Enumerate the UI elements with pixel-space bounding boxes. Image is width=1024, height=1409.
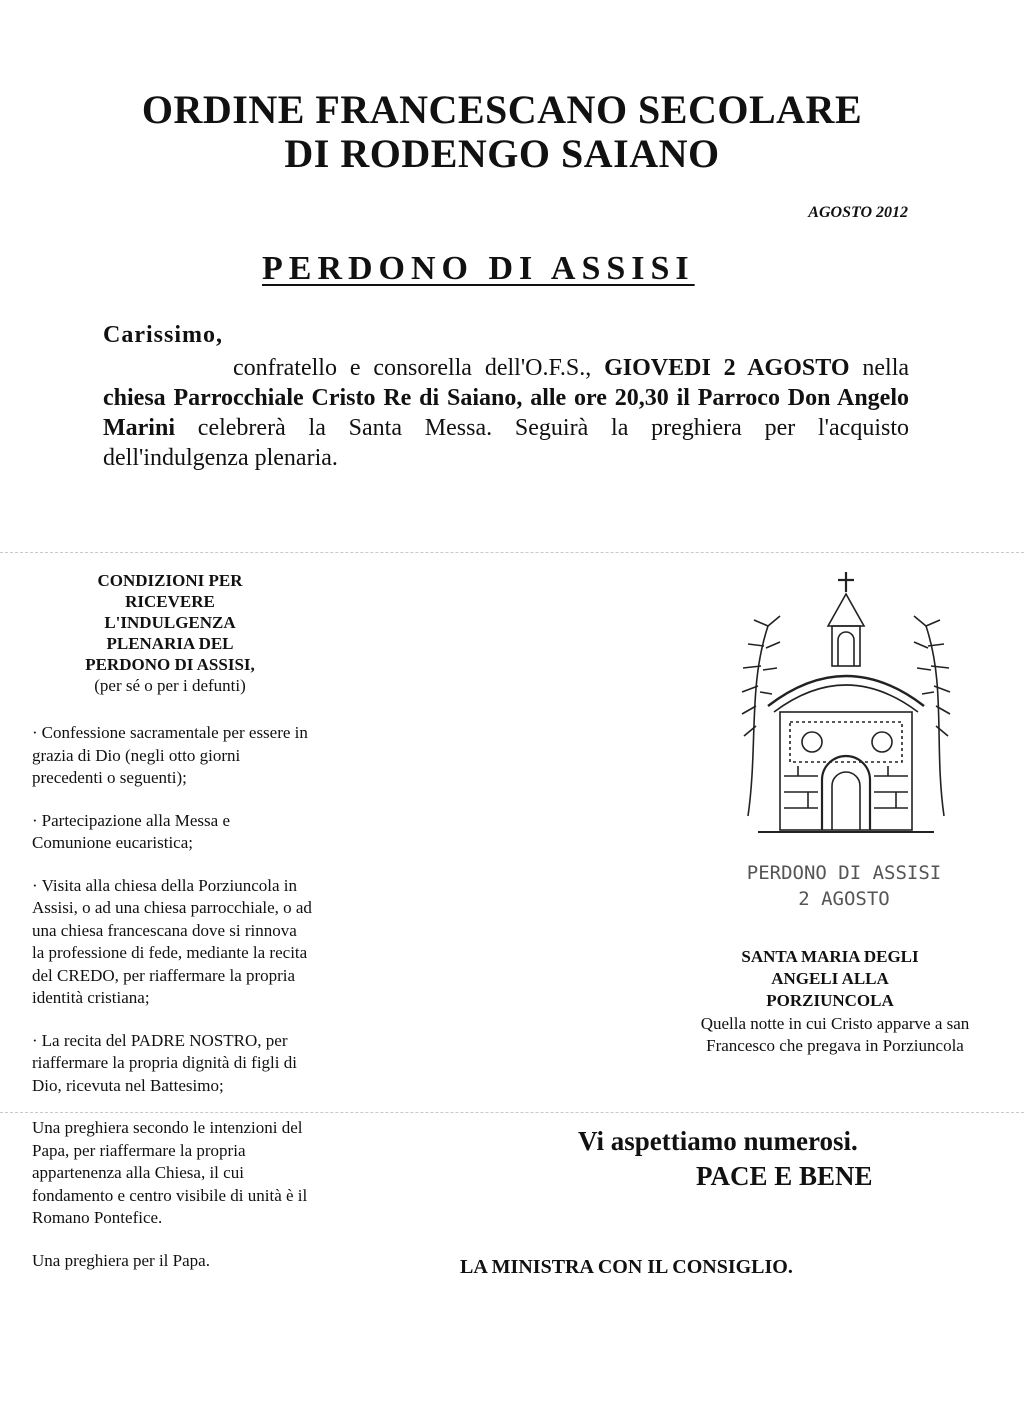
closing-invitation: Vi aspettiamo numerosi.	[578, 1126, 858, 1156]
letter-event-place: chiesa Parrocchiale Cristo Re di Saiano, alle ore 20,30 il Parroco Don Angelo Marini	[103, 385, 909, 441]
letter-body	[103, 353, 909, 473]
condition-item: · La recita del PADRE NOSTRO, per riaffermare la propria dignità di figli di Dio, ricevuta nel Battesimo;	[32, 1030, 297, 1095]
condition-item: · Visita alla chiesa della Porziuncola in Assisi, o ad una chiesa parrocchiale, o ad una chiesa francescana dove si rinnova la professione di fede, mediante la recita del CREDO, per riaffermare la propria identità cristiana;	[32, 875, 312, 1007]
condition-item: · Confessione sacramentale per essere in grazia di Dio (negli otto giorni precedenti o seguenti);	[32, 723, 308, 787]
conditions-heading-line: PERDONO DI ASSISI,	[85, 655, 255, 674]
org-location: DI RODENGO SAIANO	[284, 131, 720, 176]
caption-line-1: PERDONO DI ASSISI	[746, 862, 942, 884]
porziuncola-heading-line: SANTA MARIA DEGLI	[741, 947, 919, 966]
condition-text: Visita alla chiesa della Porziuncola in Assisi, o ad una chiesa parrocchiale, o ad una chiesa francescana dove si rinnova la professione di fede, mediante la recita del CREDO, per riaffermare la propria identità cristiana;	[32, 875, 312, 1007]
letter-greeting: Carissimo,	[103, 322, 223, 348]
conditions-heading-line: L'INDULGENZA	[104, 613, 236, 632]
closing-greeting: PACE E BENE	[696, 1161, 873, 1191]
org-name: ORDINE FRANCESCANO SECOLARE	[141, 87, 863, 132]
condition-text: La recita del PADRE NOSTRO, per riaffermare la propria dignità di figli di Dio, ricevuta nel Battesimo;	[32, 1030, 297, 1095]
porziuncola-heading	[700, 946, 960, 1012]
condition-item	[32, 1250, 312, 1273]
document-date: AGOSTO 2012	[808, 204, 908, 221]
letter-event-date: GIOVEDI 2 AGOSTO	[604, 355, 850, 381]
conditions-heading-line: CONDIZIONI PER	[97, 571, 243, 590]
illustration-caption	[708, 860, 980, 912]
conditions-heading-line: RICEVERE	[125, 592, 215, 611]
document-title: PERDONO DI ASSISI	[262, 250, 695, 287]
condition-item	[32, 1117, 312, 1230]
conditions-list	[32, 722, 312, 1288]
letter-text-3: celebrerà la Santa Messa. Seguirà la preghiera per l'acquisto dell'indulgenza plenaria.	[103, 415, 909, 471]
porziuncola-heading-line: ANGELI ALLA	[771, 969, 889, 988]
porziuncola-heading-line: PORZIUNCOLA	[766, 991, 894, 1010]
condition-text: Una preghiera per il Papa.	[32, 1250, 210, 1270]
porziuncola-church-illustration	[728, 566, 964, 846]
conditions-heading-line: PLENARIA DEL	[106, 634, 234, 653]
org-header	[0, 88, 1004, 176]
condition-text: Una preghiera secondo le intenzioni del Papa, per riaffermare la propria appartenenza alla Chiesa, il cui fondamento e centro visibile di unità è il Romano Pontefice.	[32, 1118, 308, 1227]
conditions-subheading: (per sé o per i defunti)	[94, 676, 246, 695]
porziuncola-description: Quella notte in cui Cristo apparve a san Francesco che pregava in Porziuncola	[700, 1014, 970, 1055]
condition-text: Partecipazione alla Messa e Comunione eucaristica;	[32, 810, 230, 852]
section-divider-top	[0, 552, 1024, 553]
letter-text-2: nella	[849, 355, 910, 381]
condition-item: · Partecipazione alla Messa e Comunione eucaristica;	[32, 810, 230, 852]
condition-text: Confessione sacramentale per essere in grazia di Dio (negli otto giorni precedenti o seguenti);	[32, 723, 308, 787]
signature: LA MINISTRA CON IL CONSIGLIO.	[460, 1256, 793, 1278]
letter-text-1: confratello e consorella dell'O.F.S.,	[233, 355, 605, 381]
conditions-heading	[40, 570, 300, 696]
caption-line-2: 2 AGOSTO	[798, 888, 890, 910]
